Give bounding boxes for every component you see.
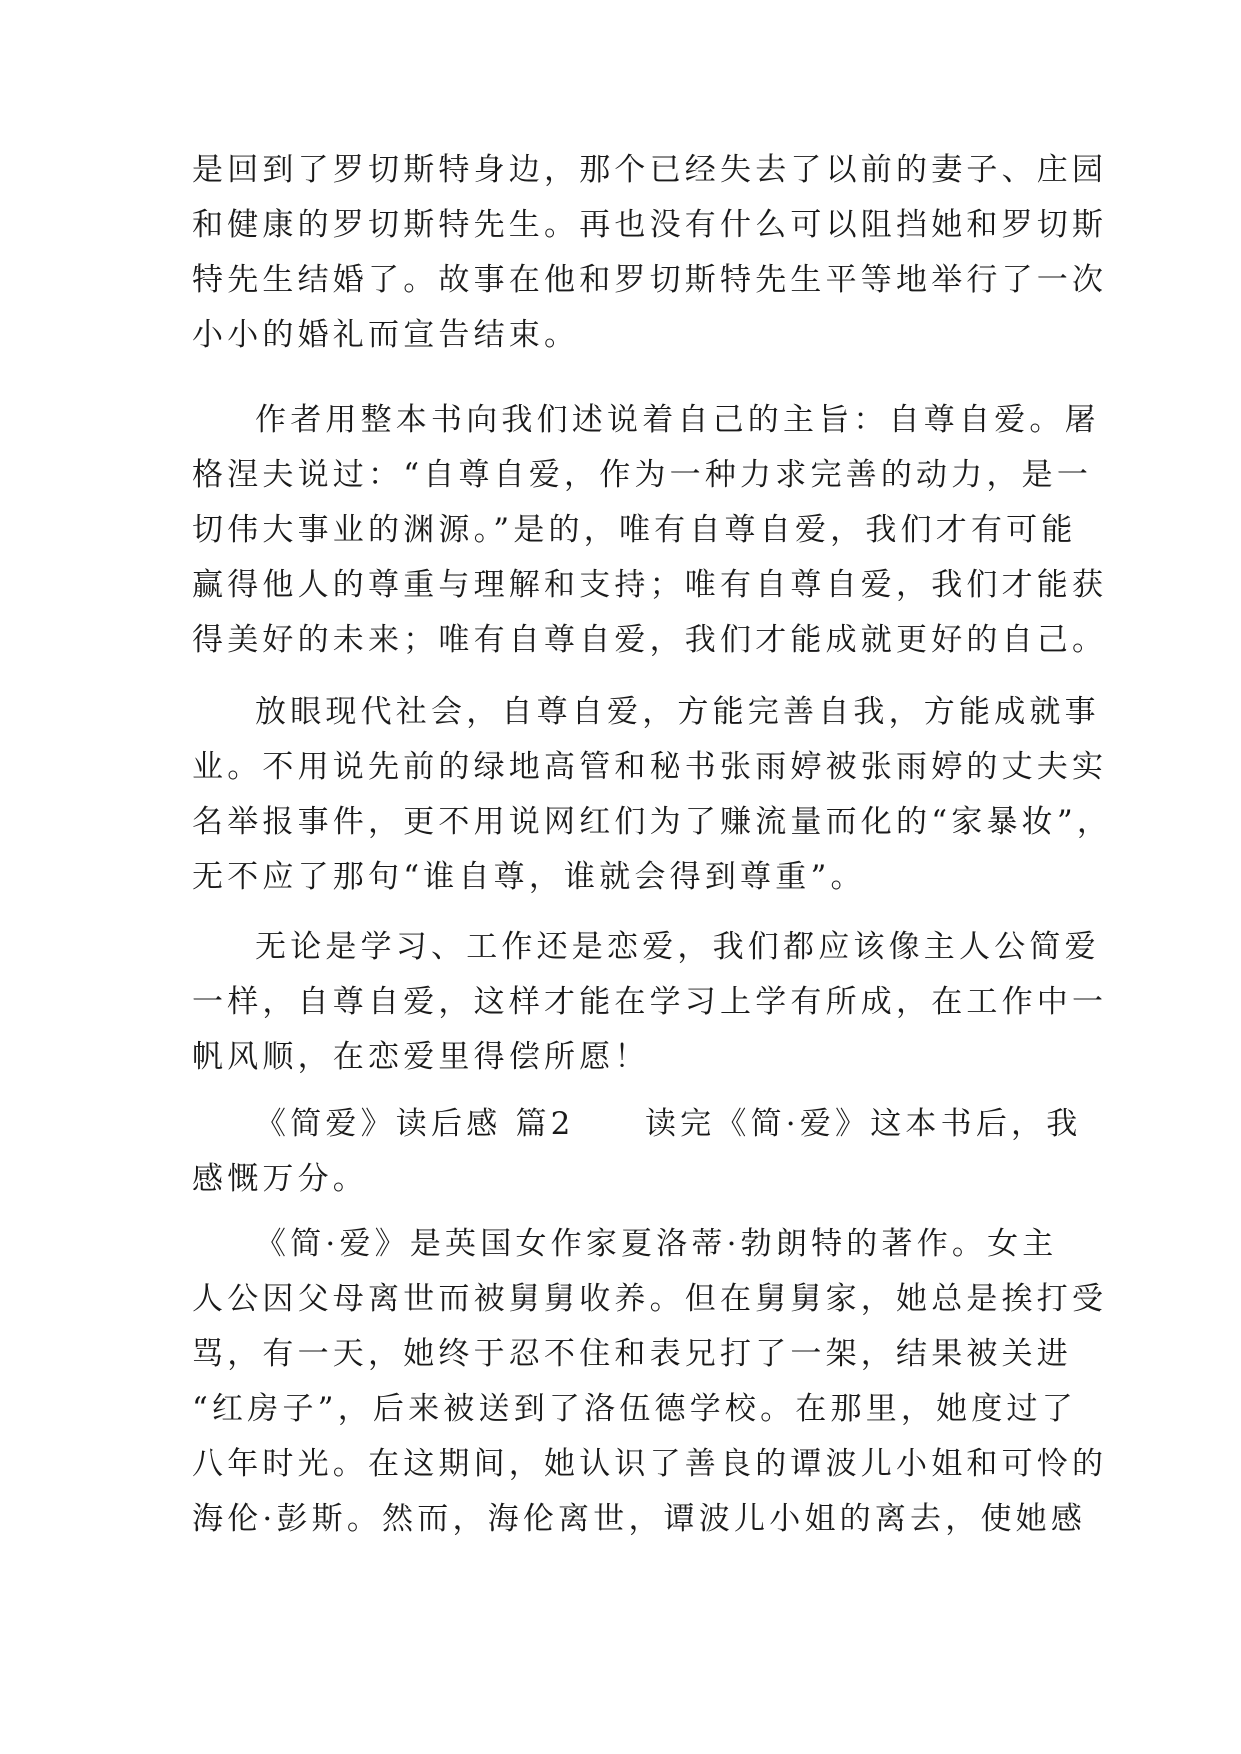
text-line: 业。不用说先前的绿地高管和秘书张雨婷被张雨婷的丈夫实 [192,749,1108,785]
text-line: 人公因父母离世而被舅舅收养。但在舅舅家，她总是挨打受 [192,1281,1108,1317]
text-line: 和健康的罗切斯特先生。再也没有什么可以阻挡她和罗切斯 [192,207,1108,243]
text-line: 八年时光。在这期间，她认识了善良的谭波儿小姐和可怜的 [192,1446,1108,1482]
text-line: 作者用整本书向我们述说着自己的主旨：自尊自爱。屠 [255,402,1100,438]
text-line: 帆风顺，在恋爱里得偿所愿！ [192,1039,650,1075]
text-line: 无论是学习、工作还是恋爱，我们都应该像主人公简爱 [255,929,1100,965]
text-line: 一样，自尊自爱，这样才能在学习上学有所成，在工作中一 [192,984,1108,1020]
text-line: 切伟大事业的渊源。”是的，唯有自尊自爱，我们才有可能 [192,512,1077,548]
text-line: “红房子”，后来被送到了洛伍德学校。在那里，她度过了 [192,1391,1077,1427]
text-line: 《简爱》读后感 篇2 读完《简·爱》这本书后，我 [255,1106,1082,1142]
text-line: 小小的婚礼而宣告结束。 [192,317,580,353]
text-line: 感慨万分。 [192,1161,368,1197]
text-line: 放眼现代社会，自尊自爱，方能完善自我，方能成就事 [255,694,1100,730]
text-line: 格涅夫说过：“自尊自爱，作为一种力求完善的动力，是一 [192,457,1093,493]
text-line: 名举报事件，更不用说网红们为了赚流量而化的“家暴妆”， [192,804,1113,840]
text-line: 骂，有一天，她终于忍不住和表兄打了一架，结果被关进 [192,1336,1072,1372]
text-line: 特先生结婚了。故事在他和罗切斯特先生平等地举行了一次 [192,262,1108,298]
text-line: 海伦·彭斯。然而，海伦离世，谭波儿小姐的离去，使她感 [192,1501,1087,1537]
text-line: 是回到了罗切斯特身边，那个已经失去了以前的妻子、庄园 [192,152,1108,188]
text-line: 得美好的未来；唯有自尊自爱，我们才能成就更好的自己。 [192,622,1108,658]
text-line: 赢得他人的尊重与理解和支持；唯有自尊自爱，我们才能获 [192,567,1108,603]
text-line: 无不应了那句“谁自尊，谁就会得到尊重”。 [192,859,866,895]
text-line: 《简·爱》是英国女作家夏洛蒂·勃朗特的著作。女主 [255,1226,1058,1262]
